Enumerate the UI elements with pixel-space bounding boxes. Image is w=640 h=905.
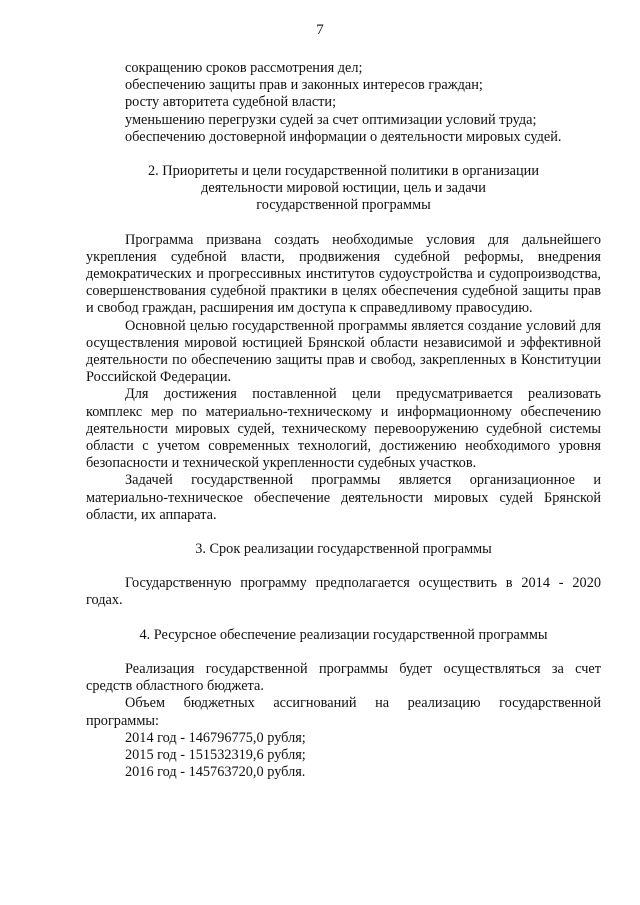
section-4-heading: 4. Ресурсное обеспечение реализации государственной программы (139, 626, 548, 643)
section-2-paragraph-4: Задачей государственной программы является организационное и материально-техническое обеспечение деятельности мировых судей Брянской области, их аппарата. (86, 472, 601, 523)
list-item: обеспечению защиты прав и законных интересов граждан; (125, 77, 483, 94)
section-2-paragraph-3: Для достижения поставленной цели предусматривается реализовать комплекс мер по материально-техническому и информационному обеспечению деятельности мировых судей, техническому перевооружению судебной системы области с учетом современных технологий, достижению необходимого уровня безопасности и технической укрепленности судебных участков. (86, 386, 601, 472)
budget-line-2014: 2014 год - 146796775,0 рубля; (125, 729, 306, 746)
list-item: росту авторитета судебной власти; (125, 94, 337, 111)
section-4-paragraph-2: Объем бюджетных ассигнований на реализацию государственной программы: (86, 695, 601, 729)
section-4-paragraph-1: Реализация государственной программы будет осуществляться за счет средств областного бюджета. (86, 660, 601, 695)
section-2-paragraph-2: Основной целью государственной программы является создание условий для осуществления мировой юстицией Брянской области независимой и эффективной деятельности по обеспечению защиты прав и свобод, закрепленных в Конституции Российской Федерации. (86, 317, 601, 386)
list-item: сокращению сроков рассмотрения дел; (125, 60, 363, 76)
section-3-heading: 3. Срок реализации государственной программы (195, 541, 492, 558)
section-2-paragraph-1: Программа призвана создать необходимые условия для дальнейшего укрепления судебной власти, продвижения судебной реформы, внедрения демократических и прогрессивных институтов судоустройства и судопроизводства, совершенствования судебной практики в целях обеспечения судебной защиты прав и свобод граждан, расширения им доступа к справедливому правосудию. (86, 231, 601, 317)
budget-line-2016: 2016 год - 145763720,0 рубля. (125, 764, 306, 781)
section-2-heading-line-3: государственной программы (256, 197, 431, 214)
budget-line-2015: 2015 год - 151532319,6 рубля; (125, 746, 306, 763)
section-2-heading-line-1: 2. Приоритеты и цели государственной политики в организации (148, 163, 539, 180)
list-item: обеспечению достоверной информации о деятельности мировых судей. (125, 128, 562, 145)
page-number: 7 (316, 22, 324, 38)
section-2-heading-line-2: деятельности мировой юстиции, цель и задачи (201, 180, 486, 197)
section-3-paragraph: Государственную программу предполагается осуществить в 2014 - 2020 годах. (86, 575, 601, 609)
list-item: уменьшению перегрузки судей за счет оптимизации условий труда; (125, 111, 537, 128)
document-body (86, 60, 601, 781)
